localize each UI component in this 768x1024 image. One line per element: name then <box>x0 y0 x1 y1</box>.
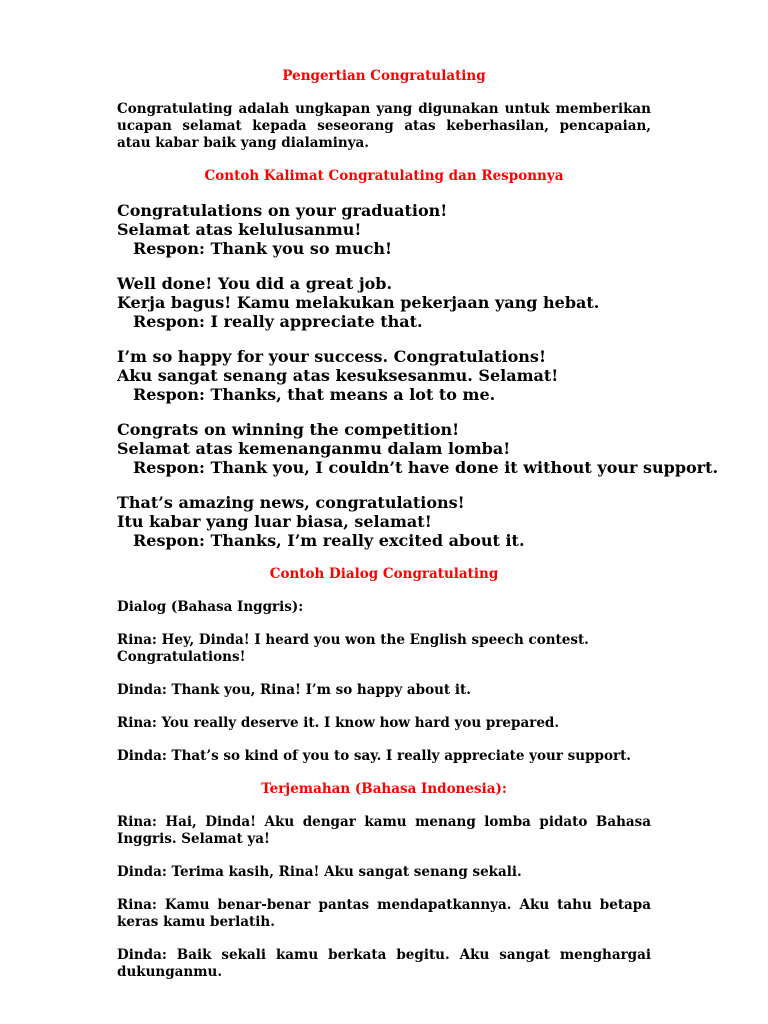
translation-line: Rina: Kamu benar-benar pantas mendapatkannya. Aku tahu betapa keras kamu berlatih. <box>117 897 651 930</box>
dialog-line: Rina: You really deserve it. I know how hard you prepared. <box>117 715 560 731</box>
heading-pengertian: Pengertian Congratulating <box>282 68 486 84</box>
definition-paragraph: Congratulating adalah ungkapan yang digunakan untuk memberikan ucapan selamat kepada seseorang atas keberhasilan, pencapaian, atau kabar baik yang dialaminya. <box>117 101 651 151</box>
example-response: Respon: Thanks, that means a lot to me. <box>133 385 496 404</box>
example-english: Congrats on winning the competition! <box>117 420 460 439</box>
heading-terjemahan: Terjemahan (Bahasa Indonesia): <box>261 781 507 797</box>
translation-line: Dinda: Terima kasih, Rina! Aku sangat senang sekali. <box>117 864 522 880</box>
example-block <box>117 274 651 331</box>
example-response: Respon: Thank you, I couldn’t have done it without your support. <box>133 458 719 477</box>
example-english: I’m so happy for your success. Congratulations! <box>117 347 546 366</box>
heading-contoh-dialog: Contoh Dialog Congratulating <box>269 566 499 582</box>
example-indonesian: Selamat atas kemenanganmu dalam lomba! <box>117 439 511 458</box>
example-response: Respon: Thanks, I’m really excited about it. <box>133 531 525 550</box>
dialog-line: Dinda: That’s so kind of you to say. I really appreciate your support. <box>117 748 632 764</box>
dialog-label: Dialog (Bahasa Inggris): <box>117 599 304 615</box>
example-english: That’s amazing news, congratulations! <box>117 493 465 512</box>
translation-line: Rina: Hai, Dinda! Aku dengar kamu menang lomba pidato Bahasa Inggris. Selamat ya! <box>117 814 651 847</box>
example-block <box>117 347 651 404</box>
heading-contoh-kalimat: Contoh Kalimat Congratulating dan Responnya <box>204 168 564 184</box>
example-indonesian: Selamat atas kelulusanmu! <box>117 220 362 239</box>
example-english: Congratulations on your graduation! <box>117 201 448 220</box>
example-block <box>117 420 719 477</box>
example-response: Respon: I really appreciate that. <box>133 312 423 331</box>
example-response: Respon: Thank you so much! <box>133 239 393 258</box>
dialog-line: Rina: Hey, Dinda! I heard you won the English speech contest. Congratulations! <box>117 632 589 665</box>
example-block <box>117 493 651 550</box>
example-block <box>117 201 651 258</box>
example-indonesian: Itu kabar yang luar biasa, selamat! <box>117 512 432 531</box>
example-english: Well done! You did a great job. <box>117 274 393 293</box>
translation-line: Dinda: Baik sekali kamu berkata begitu. Aku sangat menghargai dukunganmu. <box>117 947 651 980</box>
dialog-line: Dinda: Thank you, Rina! I’m so happy about it. <box>117 682 471 698</box>
example-indonesian: Kerja bagus! Kamu melakukan pekerjaan yang hebat. <box>117 293 600 312</box>
example-indonesian: Aku sangat senang atas kesuksesanmu. Selamat! <box>117 366 559 385</box>
